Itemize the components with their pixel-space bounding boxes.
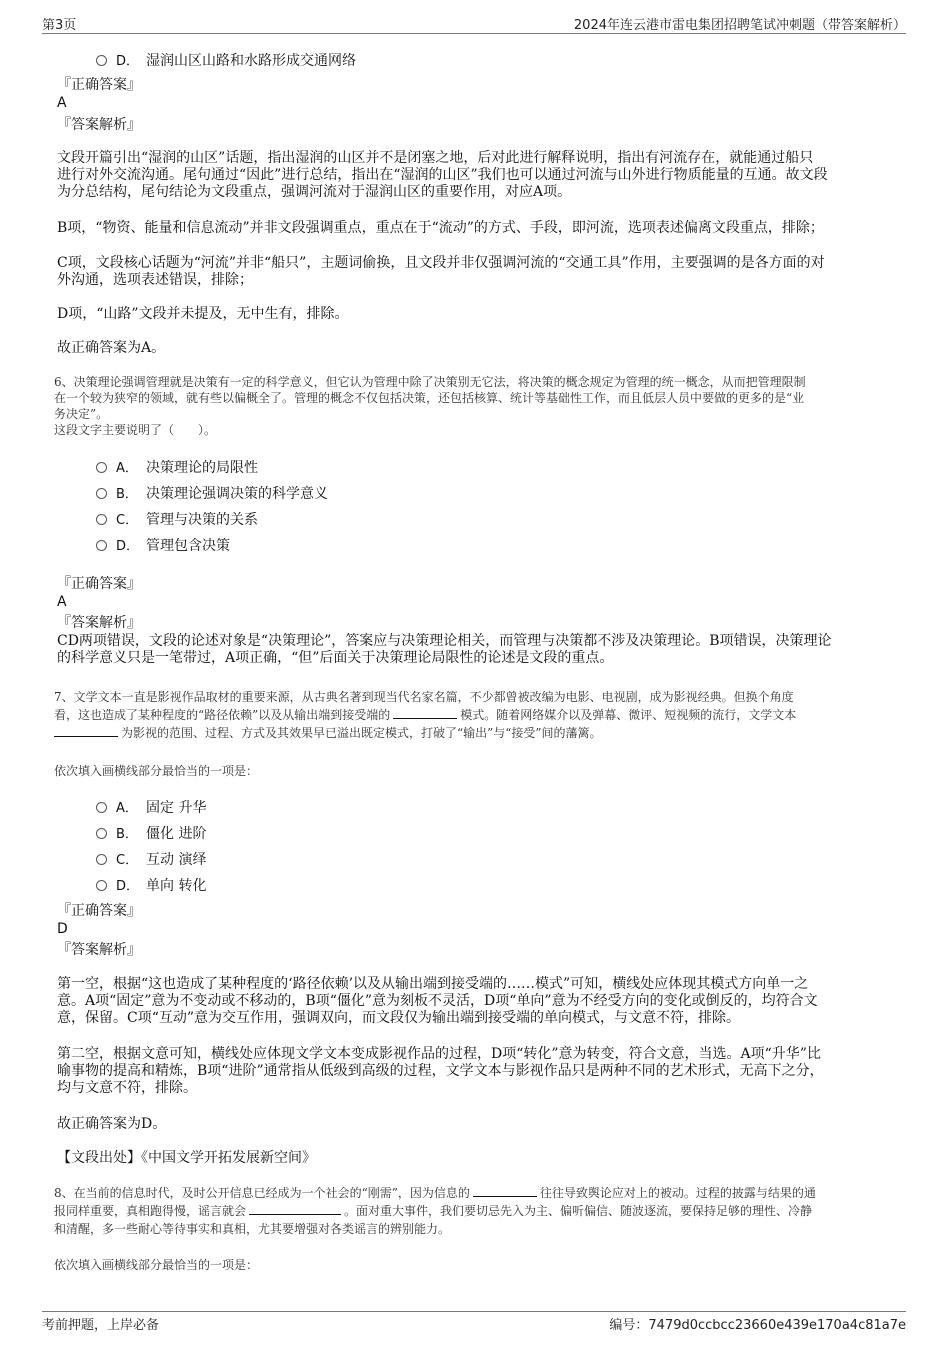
fill-blank	[54, 726, 118, 737]
q6-option-d[interactable]: D． 管理包含决策	[96, 535, 230, 555]
q5-analysis-p4: D项，“山路”文段并未提及，无中生有，排除。	[57, 306, 349, 322]
radio-icon[interactable]	[96, 854, 107, 865]
footer-slogan: 考前押题，上岸必备	[42, 1318, 160, 1333]
radio-icon[interactable]	[96, 880, 107, 891]
footer-divider	[42, 1311, 906, 1312]
fill-blank	[473, 1186, 537, 1197]
radio-icon[interactable]	[96, 828, 107, 839]
radio-icon[interactable]	[96, 55, 107, 66]
answer-value: A	[57, 594, 67, 610]
q8-stem: 8、在当前的信息时代，及时公开信息已经成为一个社会的“刚需”，因为信息的 往往导致舆论应对上的被动。过程的披露与结果的通 报同样重要，真相跑得慢，谣言就会 。面对重大事件，我们要切忌先入为主、偏听偏信、随波逐流，要保持足够的理性、冷静 和清醒，多一些耐心等待事实和真相，尤其要增强对各类谣言的辨别能力。	[54, 1186, 816, 1236]
q6-option-a[interactable]: A． 决策理论的局限性	[96, 457, 258, 477]
q5-analysis-p2: B项，“物资、能量和信息流动”并非文段强调重点，重点在于“流动”的方式、手段，即河流，选项表述偏离文段重点，排除；	[57, 220, 824, 236]
q6-option-c[interactable]: C． 管理与决策的关系	[96, 509, 258, 529]
analysis-label: 『答案解析』	[57, 117, 141, 133]
q7-source: 【文段出处】《中国文学开拓发展新空间》	[57, 1150, 316, 1166]
radio-icon[interactable]	[96, 462, 107, 473]
q7-stem: 7、文学文本一直是影视作品取材的重要来源，从古典名著到现当代名家名篇，不少都曾被改编为电影、电视剧，成为影视经典。但换个角度 看，这也造成了某种程度的“路径依赖”以及从输出端到接受端的 模式。随着网络媒介以及弹幕、微评、短视频的流行，文学文本 为影视的范围、过程、方式及其效果早已溢出既定模式，打破了“输出”与“接受”间的藩篱。	[54, 690, 797, 740]
radio-icon[interactable]	[96, 540, 107, 551]
document-title: 2024年连云港市雷电集团招聘笔试冲刺题（带答案解析）	[573, 18, 906, 33]
answer-value: A	[57, 95, 67, 111]
q5-analysis-p1: 文段开篇引出“湿润的山区”话题，指出湿润的山区并不是闭塞之地，后对此进行解释说明，指出有河流存在，就能通过船只 进行对外交流沟通。尾句通过“因此”进行总结，指出在“湿润的山区”我们也可以通过河流与山外进行物质能量的互通。故文段 为分总结构，尾句结论为文段重点，强调河流对于湿润山区的重要作用，对应A项。	[57, 150, 828, 200]
answer-value: D	[57, 921, 68, 937]
q6-stem: 6、决策理论强调管理就是决策有一定的科学意义，但它认为管理中除了决策别无它法，将决策的概念规定为管理的统一概念，从而把管理限制 在一个较为狭窄的领域，就有些以偏概全了。管理的概念不仅包括决策，还包括核算、统计等基础性工作，而且低层人员中要做的更多的是“业 务决定”。 这段文字主要说明了（ ）。	[54, 375, 806, 437]
analysis-label: 『答案解析』	[57, 615, 141, 631]
answer-label: 『正确答案』	[57, 77, 141, 93]
radio-icon[interactable]	[96, 488, 107, 499]
q7-option-a[interactable]: A． 固定 升华	[96, 797, 206, 817]
q7-analysis-p1: 第一空，根据“这也造成了某种程度的‘路径依赖’以及从输出端到接受端的……模式”可知，横线处应体现其模式方向单一之 意。A项“固定”意为不变动或不移动的，B项“僵化”意为刻板不灵活，D项“单向”意为不经受方向的变化或倒反的，均符合文 意，保留。C项“互动”意为交互作用，强调双向，而文段仅为输出端到接受端的单向模式，与文意不符，排除。	[57, 976, 818, 1026]
q7-option-b[interactable]: B． 僵化 进阶	[96, 823, 206, 843]
q7-analysis-p2: 第二空，根据文意可知，横线处应体现文学文本变成影视作品的过程，D项“转化”意为转变，符合文意，当选。A项“升华”比 喻事物的提高和精炼，B项“进阶”通常指从低级到高级的过程，文学文本与影视作品只是两种不同的艺术形式，无高下之分， 均与文意不符，排除。	[57, 1046, 824, 1096]
q7-prompt: 依次填入画横线部分最恰当的一项是：	[54, 764, 259, 778]
radio-icon[interactable]	[96, 802, 107, 813]
q6-option-b[interactable]: B． 决策理论强调决策的科学意义	[96, 483, 328, 503]
fill-blank	[249, 1204, 341, 1215]
q5-analysis-p5: 故正确答案为A。	[57, 340, 166, 356]
answer-label: 『正确答案』	[57, 576, 141, 592]
q8-prompt: 依次填入画横线部分最恰当的一项是：	[54, 1258, 259, 1272]
analysis-label: 『答案解析』	[57, 942, 141, 958]
document-code: 编号：7479d0ccbcc23660e439e170a4c81a7e	[609, 1318, 906, 1333]
answer-label: 『正确答案』	[57, 903, 141, 919]
header-divider	[42, 33, 906, 34]
fill-blank	[393, 708, 457, 719]
q6-analysis: CD两项错误，文段的论述对象是“决策理论”，答案应与决策理论相关，而管理与决策都不涉及决策理论。B项错误，决策理论 的科学意义只是一笔带过，A项正确，“但”后面关于决策理论局限性的论述是文段的重点。	[57, 633, 832, 666]
q7-option-d[interactable]: D． 单向 转化	[96, 875, 206, 895]
q7-analysis-p3: 故正确答案为D。	[57, 1116, 167, 1132]
q7-option-c[interactable]: C． 互动 演绎	[96, 849, 206, 869]
radio-icon[interactable]	[96, 514, 107, 525]
q5-option-d[interactable]: D． 湿润山区山路和水路形成交通网络	[96, 50, 356, 70]
q5-analysis-p3: C项，文段核心话题为“河流”并非“船只”，主题词偷换，且文段并非仅强调河流的“交通工具”作用，主要强调的是各方面的对 外沟通，选项表述错误，排除；	[57, 255, 825, 288]
page-number: 第3页	[42, 18, 77, 33]
